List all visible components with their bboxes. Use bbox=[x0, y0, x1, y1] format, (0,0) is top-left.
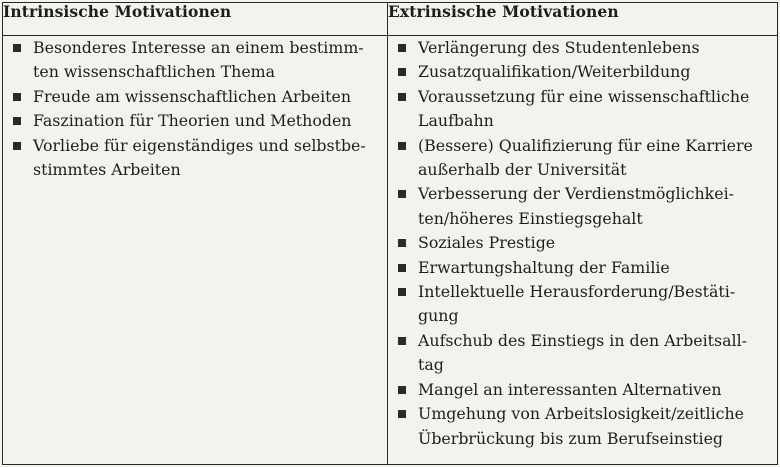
square-bullet-icon bbox=[13, 93, 21, 101]
list-item-line: Umgehung von Arbeitslosigkeit/zeitliche bbox=[418, 404, 744, 424]
square-bullet-icon bbox=[13, 117, 21, 125]
list-item bbox=[398, 182, 777, 231]
list-item bbox=[398, 60, 777, 84]
square-bullet-icon bbox=[398, 264, 406, 272]
list-item bbox=[13, 85, 387, 109]
square-bullet-icon bbox=[398, 68, 406, 76]
square-bullet-icon bbox=[398, 410, 406, 418]
list-item-line: Besonderes Interesse an einem bestimm- bbox=[33, 38, 364, 57]
list-item bbox=[13, 134, 387, 183]
list-item-line: Faszination für Theorien und Methoden bbox=[33, 111, 352, 131]
list-item-line: (Bessere) Qualifizierung für eine Karriere bbox=[418, 135, 753, 155]
extrinsic-list bbox=[388, 36, 777, 451]
square-bullet-icon bbox=[398, 190, 406, 198]
header-extrinsic: Extrinsische Motivationen bbox=[388, 3, 778, 36]
list-item-line: Verbesserung der Verdienstmöglichkei- bbox=[418, 184, 734, 204]
list-item-line: tag bbox=[418, 355, 444, 375]
table-header-row bbox=[3, 3, 778, 36]
square-bullet-icon bbox=[398, 44, 406, 52]
list-item bbox=[13, 36, 387, 85]
square-bullet-icon bbox=[398, 337, 406, 345]
square-bullet-icon bbox=[13, 44, 21, 52]
list-item-line: Zusatzqualifikation/Weiterbildung bbox=[418, 62, 691, 82]
square-bullet-icon bbox=[398, 386, 406, 394]
list-item bbox=[398, 231, 777, 255]
list-item-line: Verlängerung des Studentenlebens bbox=[418, 38, 700, 57]
list-item-line: ten/höheres Einstiegsgehalt bbox=[418, 208, 643, 228]
list-item bbox=[398, 280, 777, 329]
list-item bbox=[398, 85, 777, 134]
square-bullet-icon bbox=[13, 142, 21, 150]
list-item bbox=[13, 109, 387, 133]
motivation-table bbox=[2, 2, 778, 465]
list-item bbox=[398, 134, 777, 183]
square-bullet-icon bbox=[398, 288, 406, 296]
square-bullet-icon bbox=[398, 239, 406, 247]
list-item-line: Voraussetzung für eine wissenschaftliche bbox=[418, 86, 750, 106]
list-item bbox=[398, 402, 777, 451]
list-item-line: Aufschub des Einstiegs in den Arbeitsall- bbox=[418, 330, 747, 350]
list-item bbox=[398, 36, 777, 60]
list-item-line: stimmtes Arbeiten bbox=[33, 160, 181, 180]
table-body-row bbox=[3, 36, 778, 465]
list-item-line: ten wissenschaftlichen Thema bbox=[33, 62, 276, 82]
list-item-line: Mangel an interessanten Alternativen bbox=[418, 379, 722, 399]
header-intrinsic: Intrinsische Motivationen bbox=[3, 3, 388, 36]
intrinsic-cell bbox=[3, 36, 388, 465]
list-item bbox=[398, 378, 777, 402]
square-bullet-icon bbox=[398, 93, 406, 101]
list-item-line: außerhalb der Universität bbox=[418, 160, 627, 180]
intrinsic-list bbox=[3, 36, 387, 182]
list-item-line: Freude am wissenschaftlichen Arbeiten bbox=[33, 86, 351, 106]
list-item-line: Vorliebe für eigenständiges und selbstbe- bbox=[33, 135, 366, 155]
list-item bbox=[398, 329, 777, 378]
square-bullet-icon bbox=[398, 142, 406, 150]
extrinsic-cell bbox=[388, 36, 778, 465]
list-item-line: Überbrückung bis zum Berufseinstieg bbox=[418, 428, 724, 448]
list-item-line: Erwartungshaltung der Familie bbox=[418, 257, 670, 277]
list-item-line: Laufbahn bbox=[418, 111, 494, 131]
list-item-line: gung bbox=[418, 306, 459, 326]
list-item-line: Soziales Prestige bbox=[418, 233, 556, 253]
list-item bbox=[398, 256, 777, 280]
list-item-line: Intellektuelle Herausforderung/Bestäti- bbox=[418, 282, 736, 302]
